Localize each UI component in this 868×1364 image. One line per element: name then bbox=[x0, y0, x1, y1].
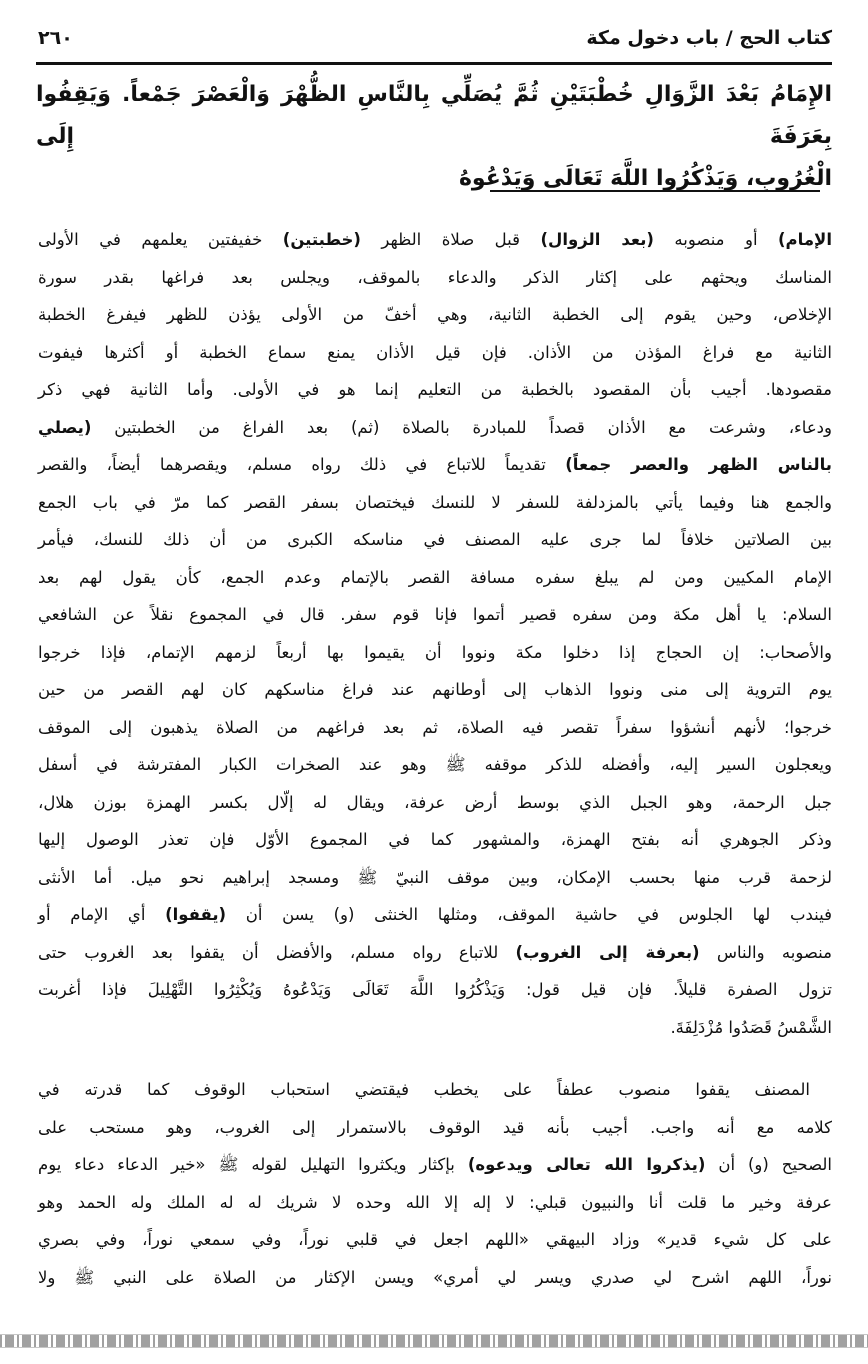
text-segment: الإخلاص، وحين يقوم إلى الخطبة الثانية، وهي أخفّ من الأولى يؤذن للظهر فيفرغ الخطبة bbox=[38, 305, 832, 324]
matn-text bbox=[36, 74, 832, 200]
text-segment: نوراً، اللهم اشرح لي صدري ويسر لي أمري» ويسن الإكثار من الصلاة على النبي ﷺ ولا bbox=[38, 1267, 832, 1287]
text-line bbox=[38, 1109, 832, 1147]
text-line bbox=[38, 784, 832, 822]
text-line bbox=[38, 296, 832, 334]
quoted-matn-segment: (خطبتين) bbox=[282, 230, 361, 249]
text-segment: لزحمة قرب منها بحسب الإمكان، وبين موقف النبيّ ﷺ ومسجد إبراهيم نحو ميل. أما الأنثى bbox=[38, 867, 832, 887]
decorative-border bbox=[0, 1334, 868, 1348]
quoted-matn-segment: (يذكروا الله تعالى ويدعوه) bbox=[467, 1155, 706, 1174]
text-line bbox=[38, 1071, 832, 1109]
text-line bbox=[38, 709, 832, 747]
text-segment: والجمع هنا وفيما يأتي بالمزدلفة للسفر لا للنسك فيختصان بسفر القصر كما مرّ في باب الجمع bbox=[38, 492, 832, 512]
text-segment: تقديماً للاتباع في ذلك رواه مسلم، ويقصرهما أيضاً، والقصر bbox=[38, 455, 566, 474]
text-line bbox=[38, 971, 832, 1009]
text-segment: أو منصوبه bbox=[653, 230, 778, 249]
text-segment: يوم التروية إلى منى ونووا الذهاب إلى أوطانهم عند فراغ مناسكهم كان لهم القصر من حين bbox=[38, 680, 832, 699]
text-line bbox=[38, 371, 832, 409]
text-line bbox=[38, 521, 832, 559]
matn-line: الإِمَامُ بَعْدَ الزَّوَالِ خُطْبَتَيْنِ ثُمَّ يُصَلِّي بِالنَّاسِ الظُّهْرَ وَالْعَصْرَ جَمْعاً. وَيَقِفُوا بِعَرَفَةَ إِلَى bbox=[36, 82, 832, 149]
text-segment: الثانية مع فراغ المؤذن من الأذان. فإن قيل الأذان يمنع سماع الخطبة أو أكثرها فيفوت bbox=[38, 342, 832, 362]
quoted-matn-segment: الإمام) bbox=[778, 230, 832, 249]
text-segment: قبل صلاة الظهر bbox=[360, 230, 541, 249]
quoted-matn-segment: (يقفوا) bbox=[165, 905, 227, 924]
running-header bbox=[38, 20, 832, 56]
matn-line: الْغُرُوبِ، وَيَذْكُرُوا اللَّهَ تَعَالَى وَيَدْعُوهُ bbox=[458, 166, 832, 191]
text-segment: كلامه مع أنه واجب. أجيب بأنه قيد الوقوف بالاستمرار إلى الغروب، وهو مستحب على bbox=[38, 1117, 832, 1137]
text-line bbox=[38, 1184, 832, 1222]
text-segment: للاتباع رواه مسلم، والأفضل أن يقفوا بعد الغروب حتى bbox=[38, 942, 516, 962]
text-segment: بين الصلاتين خلافاً لما جرى عليه المصنف في مناسكه الكبرى من أن ذلك للنسك، فيأمر bbox=[38, 530, 832, 549]
text-line bbox=[38, 671, 832, 709]
text-segment: مقصودها. أجيب بأن المقصود بالخطبة من التعليم إنما هو في الأولى. وأما الثانية فهي ذكر bbox=[38, 380, 832, 399]
text-segment: أي الإمام أو bbox=[38, 905, 166, 924]
text-line bbox=[38, 559, 832, 597]
text-line bbox=[38, 1009, 832, 1047]
text-line bbox=[38, 859, 832, 897]
text-segment: منصوبه والناس bbox=[699, 942, 832, 962]
quoted-matn-segment: (يصلي bbox=[38, 417, 92, 437]
text-line bbox=[38, 1146, 832, 1184]
text-segment: خفيفتين يعلمهم في الأولى bbox=[38, 230, 283, 249]
text-segment: على كل شيء قدير» وزاد البيهقي «اللهم اجعل في قلبي نوراً، وفي سمعي نوراً، وفي بصري bbox=[38, 1230, 832, 1249]
text-line bbox=[38, 934, 832, 972]
text-line bbox=[38, 221, 832, 259]
text-segment: جبل الرحمة، وهو الجبل الذي بوسط أرض عرفة، ويقال له إلّال بكسر الهمزة بوزن هلال، bbox=[38, 792, 832, 812]
text-line bbox=[38, 746, 832, 784]
text-segment: عرفة وخير ما قلت أنا والنبيون قبلي: لا إله إلا الله وحده لا شريك له له الملك وله الحمد وهو bbox=[38, 1192, 832, 1212]
text-segment: الشَّمْسُ قَصَدُوا مُزْدَلِفَةَ. bbox=[670, 1017, 832, 1037]
text-line bbox=[38, 1259, 832, 1297]
text-segment: ويعجلون السير إليه، وأفضله للذكر موقفه ﷺ وهو عند الصخرات الكبار المفترشة في أسفل bbox=[38, 755, 832, 774]
text-segment: تزول الصفرة قليلاً. فإن قيل قول: وَيَذْكُرُوا اللَّهَ تَعَالَى وَيَدْعُوهُ وَيُكْثِرُوا التَّهْلِيلَ فإذا أغربت bbox=[38, 980, 832, 999]
commentary-paragraph-2 bbox=[38, 1071, 832, 1296]
commentary-paragraph-1 bbox=[38, 221, 832, 1046]
header-rule bbox=[36, 62, 832, 65]
text-segment: وذكر الجوهري أنه بفتح الهمزة، والمشهور كما في المجموع الأوّل فإن تعذر الوصول إليها bbox=[38, 830, 832, 849]
text-segment: ودعاء، وشرعت مع الأذان قصداً للمبادرة بالصلاة (ثم) بعد الفراغ من الخطبتين bbox=[91, 417, 832, 437]
text-line bbox=[38, 446, 832, 484]
page-number: ٢٦٠ bbox=[38, 27, 73, 49]
text-line bbox=[38, 259, 832, 297]
separator-rule bbox=[490, 190, 820, 192]
text-segment: والأصحاب: إن الحجاج إذا دخلوا مكة ونووا أن يقيموا بها أربعاً لزمهم الإتمام، فإذا خرجوا bbox=[38, 642, 832, 662]
text-segment: بإكثار ويكثروا التهليل لقوله ﷺ «خير الدعاء دعاء يوم bbox=[38, 1155, 468, 1174]
text-line bbox=[38, 821, 832, 859]
text-line bbox=[38, 334, 832, 372]
text-segment: المناسك ويحثهم على إكثار الذكر والدعاء بالموقف، ويجلس بعد فراغها بقدر سورة bbox=[38, 267, 832, 287]
text-segment: خرجوا؛ لأنهم أنشؤوا سفراً تقصر فيه الصلاة، ثم بعد فراغهم من الصلاة يذهبون إلى الموقف bbox=[38, 717, 832, 737]
quoted-matn-segment: (بعد الزوال) bbox=[540, 230, 654, 249]
text-line bbox=[38, 484, 832, 522]
quoted-matn-segment: (بعرفة إلى الغروب) bbox=[515, 942, 700, 962]
text-line bbox=[38, 896, 832, 934]
text-line bbox=[38, 596, 832, 634]
running-title: كتاب الحج / باب دخول مكة bbox=[586, 27, 832, 49]
text-segment: الإمام المكيين ومن لم يبلغ سفره مسافة القصر بالإتمام وعدم الجمع، كأن يقول لهم بعد bbox=[38, 567, 832, 587]
text-segment: السلام: يا أهل مكة ومن سفره قصير أتموا فإنا قوم سفر. قال في المجموع نقلاً عن الشافعي bbox=[38, 605, 832, 624]
text-segment: الصحيح (و) أن bbox=[705, 1155, 832, 1174]
text-segment: المصنف يقفوا منصوب عطفاً على يخطب فيقتضي استحباب الوقوف كما قدرته في bbox=[38, 1080, 810, 1099]
text-segment: فيندب لها الجلوس في حاشية الموقف، ومثلها الخنثى (و) يسن أن bbox=[226, 905, 832, 924]
text-line bbox=[38, 409, 832, 447]
text-line bbox=[38, 1221, 832, 1259]
text-line bbox=[38, 634, 832, 672]
quoted-matn-segment: بالناس الظهر والعصر جمعاً) bbox=[565, 455, 832, 474]
